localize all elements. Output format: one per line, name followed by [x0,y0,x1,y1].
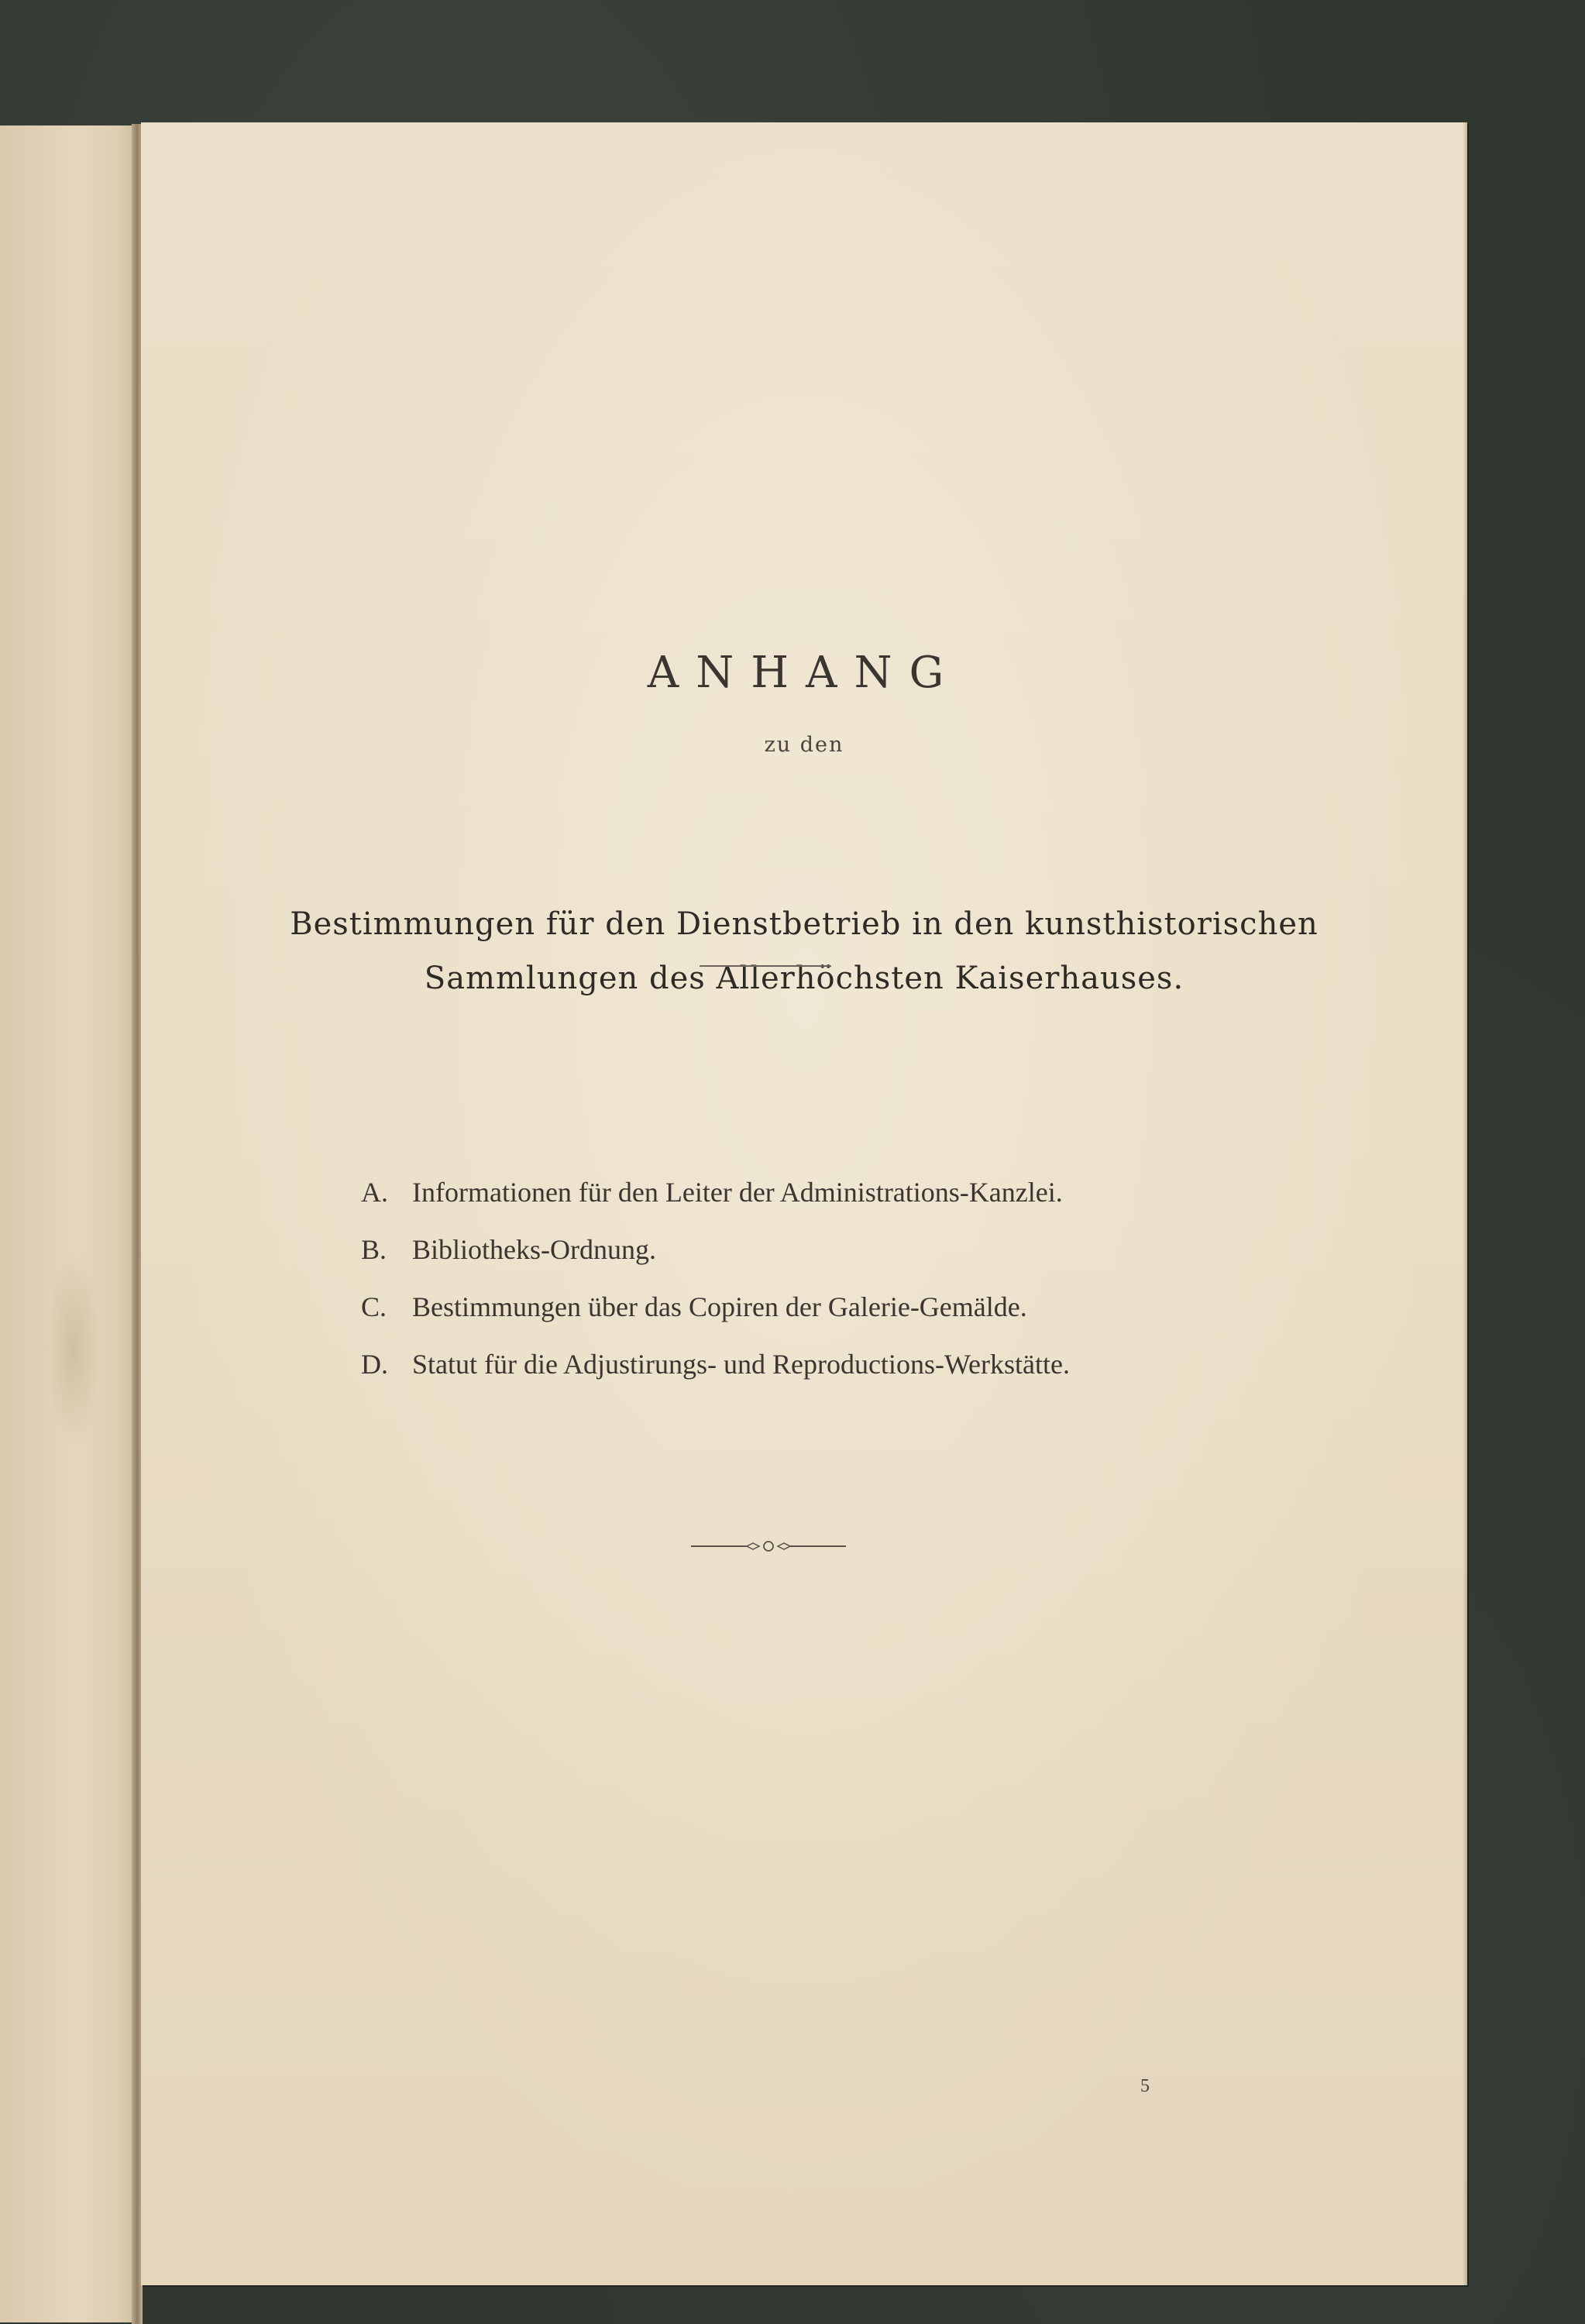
list-item [361,1291,1368,1348]
list-item [361,1348,1368,1405]
page-number: 5 [1140,2076,1150,2096]
document-page [141,122,1467,2285]
item-letter: C. [361,1291,387,1322]
paper-stain [46,1249,101,1450]
list-item [361,1233,1368,1291]
document-title: ANHANG [647,648,961,698]
page-edge [1463,122,1467,2285]
item-text: Bibliotheks-Ordnung. [412,1234,656,1265]
heading-line-2: Sammlungen des Allerhöchsten Kaiserhauses. [424,961,1184,996]
ornament-divider [691,1538,846,1554]
contents-list [361,1176,1368,1405]
item-text: Statut für die Adjustirungs- und Reproductions-Werkstätte. [412,1349,1070,1380]
list-item [361,1176,1368,1233]
heading-line-1: Bestimmungen für den Dienstbetrieb in den kunsthistorischen [290,906,1319,942]
item-letter: D. [361,1349,388,1380]
left-facing-page [0,125,138,2322]
item-text: Informationen für den Leiter der Administrations-Kanzlei. [412,1177,1063,1208]
item-letter: B. [361,1234,387,1265]
section-divider [700,965,831,967]
item-text: Bestimmungen über das Copiren der Galerie-Gemälde. [412,1291,1027,1322]
document-subtitle: zu den [764,733,844,757]
item-letter: A. [361,1177,388,1208]
